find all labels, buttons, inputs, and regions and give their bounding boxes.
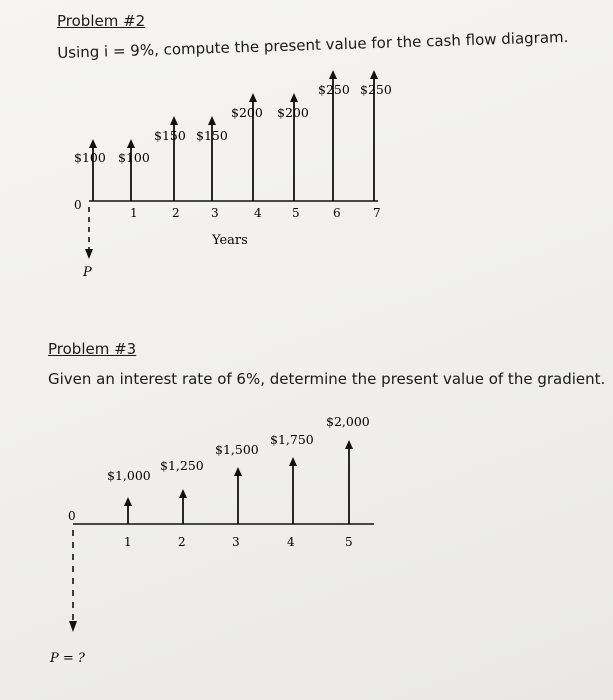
present-value-label: P = ? [50,651,85,666]
axis-tick-label: 2 [178,535,186,549]
gradient-cash-flow-arrow [179,489,187,524]
problem-3-statement: Given an interest rate of 6%, determine the present value of the gradient. [48,370,606,388]
axis-tick-label: 4 [287,535,295,549]
cash-flow-label: $150 [154,128,186,143]
axis-tick-label: 1 [130,206,138,220]
axis-tick-label: 5 [345,535,353,549]
axis-tick-label: 3 [211,206,219,220]
cash-flow-label: $250 [360,82,392,97]
axis-tick-label: 5 [292,206,300,220]
cash-flow-label: $100 [118,150,150,165]
axis-tick-label: 6 [333,206,341,220]
axis-tick-label: 3 [232,535,240,549]
gradient-cash-flow-label: $2,000 [326,414,370,429]
cash-flow-arrow [127,139,135,201]
gradient-cash-flow-arrow [234,467,242,524]
present-value-arrow [69,530,77,632]
gradient-cash-flow-label: $1,250 [160,458,204,473]
gradient-cash-flow-label: $1,500 [215,442,259,457]
cash-flow-label: $250 [318,82,350,97]
axis-tick-label: 4 [254,206,262,220]
axis-tick-label: 0 [68,509,76,523]
present-value-label: P [83,265,92,280]
axis-tick-label: 1 [124,535,132,549]
gradient-cash-flow-label: $1,750 [270,432,314,447]
axis-title: Years [212,233,248,248]
cash-flow-label: $150 [196,128,228,143]
gradient-cash-flow-arrow [345,440,353,524]
axis-tick-label: 7 [373,206,381,220]
gradient-cash-flow-arrow [124,497,132,524]
gradient-cash-flow-label: $1,000 [107,468,151,483]
problem-2-statement: Using i = 9%, compute the present value for the cash flow diagram. [57,27,569,62]
cash-flow-label: $200 [231,105,263,120]
problem-3-heading: Problem #3 [48,340,137,358]
axis-tick-label: 0 [74,198,82,212]
axis-tick-label: 2 [172,206,180,220]
gradient-cash-flow-arrow [289,457,297,524]
problem-2-heading: Problem #2 [57,12,146,30]
problem-2-diagram-layer [74,70,392,280]
cash-flow-arrow [89,139,97,201]
problem-3-diagram-layer [49,414,374,666]
cash-flow-label: $200 [277,105,309,120]
present-value-arrow [85,207,93,259]
cash-flow-label: $100 [74,150,106,165]
